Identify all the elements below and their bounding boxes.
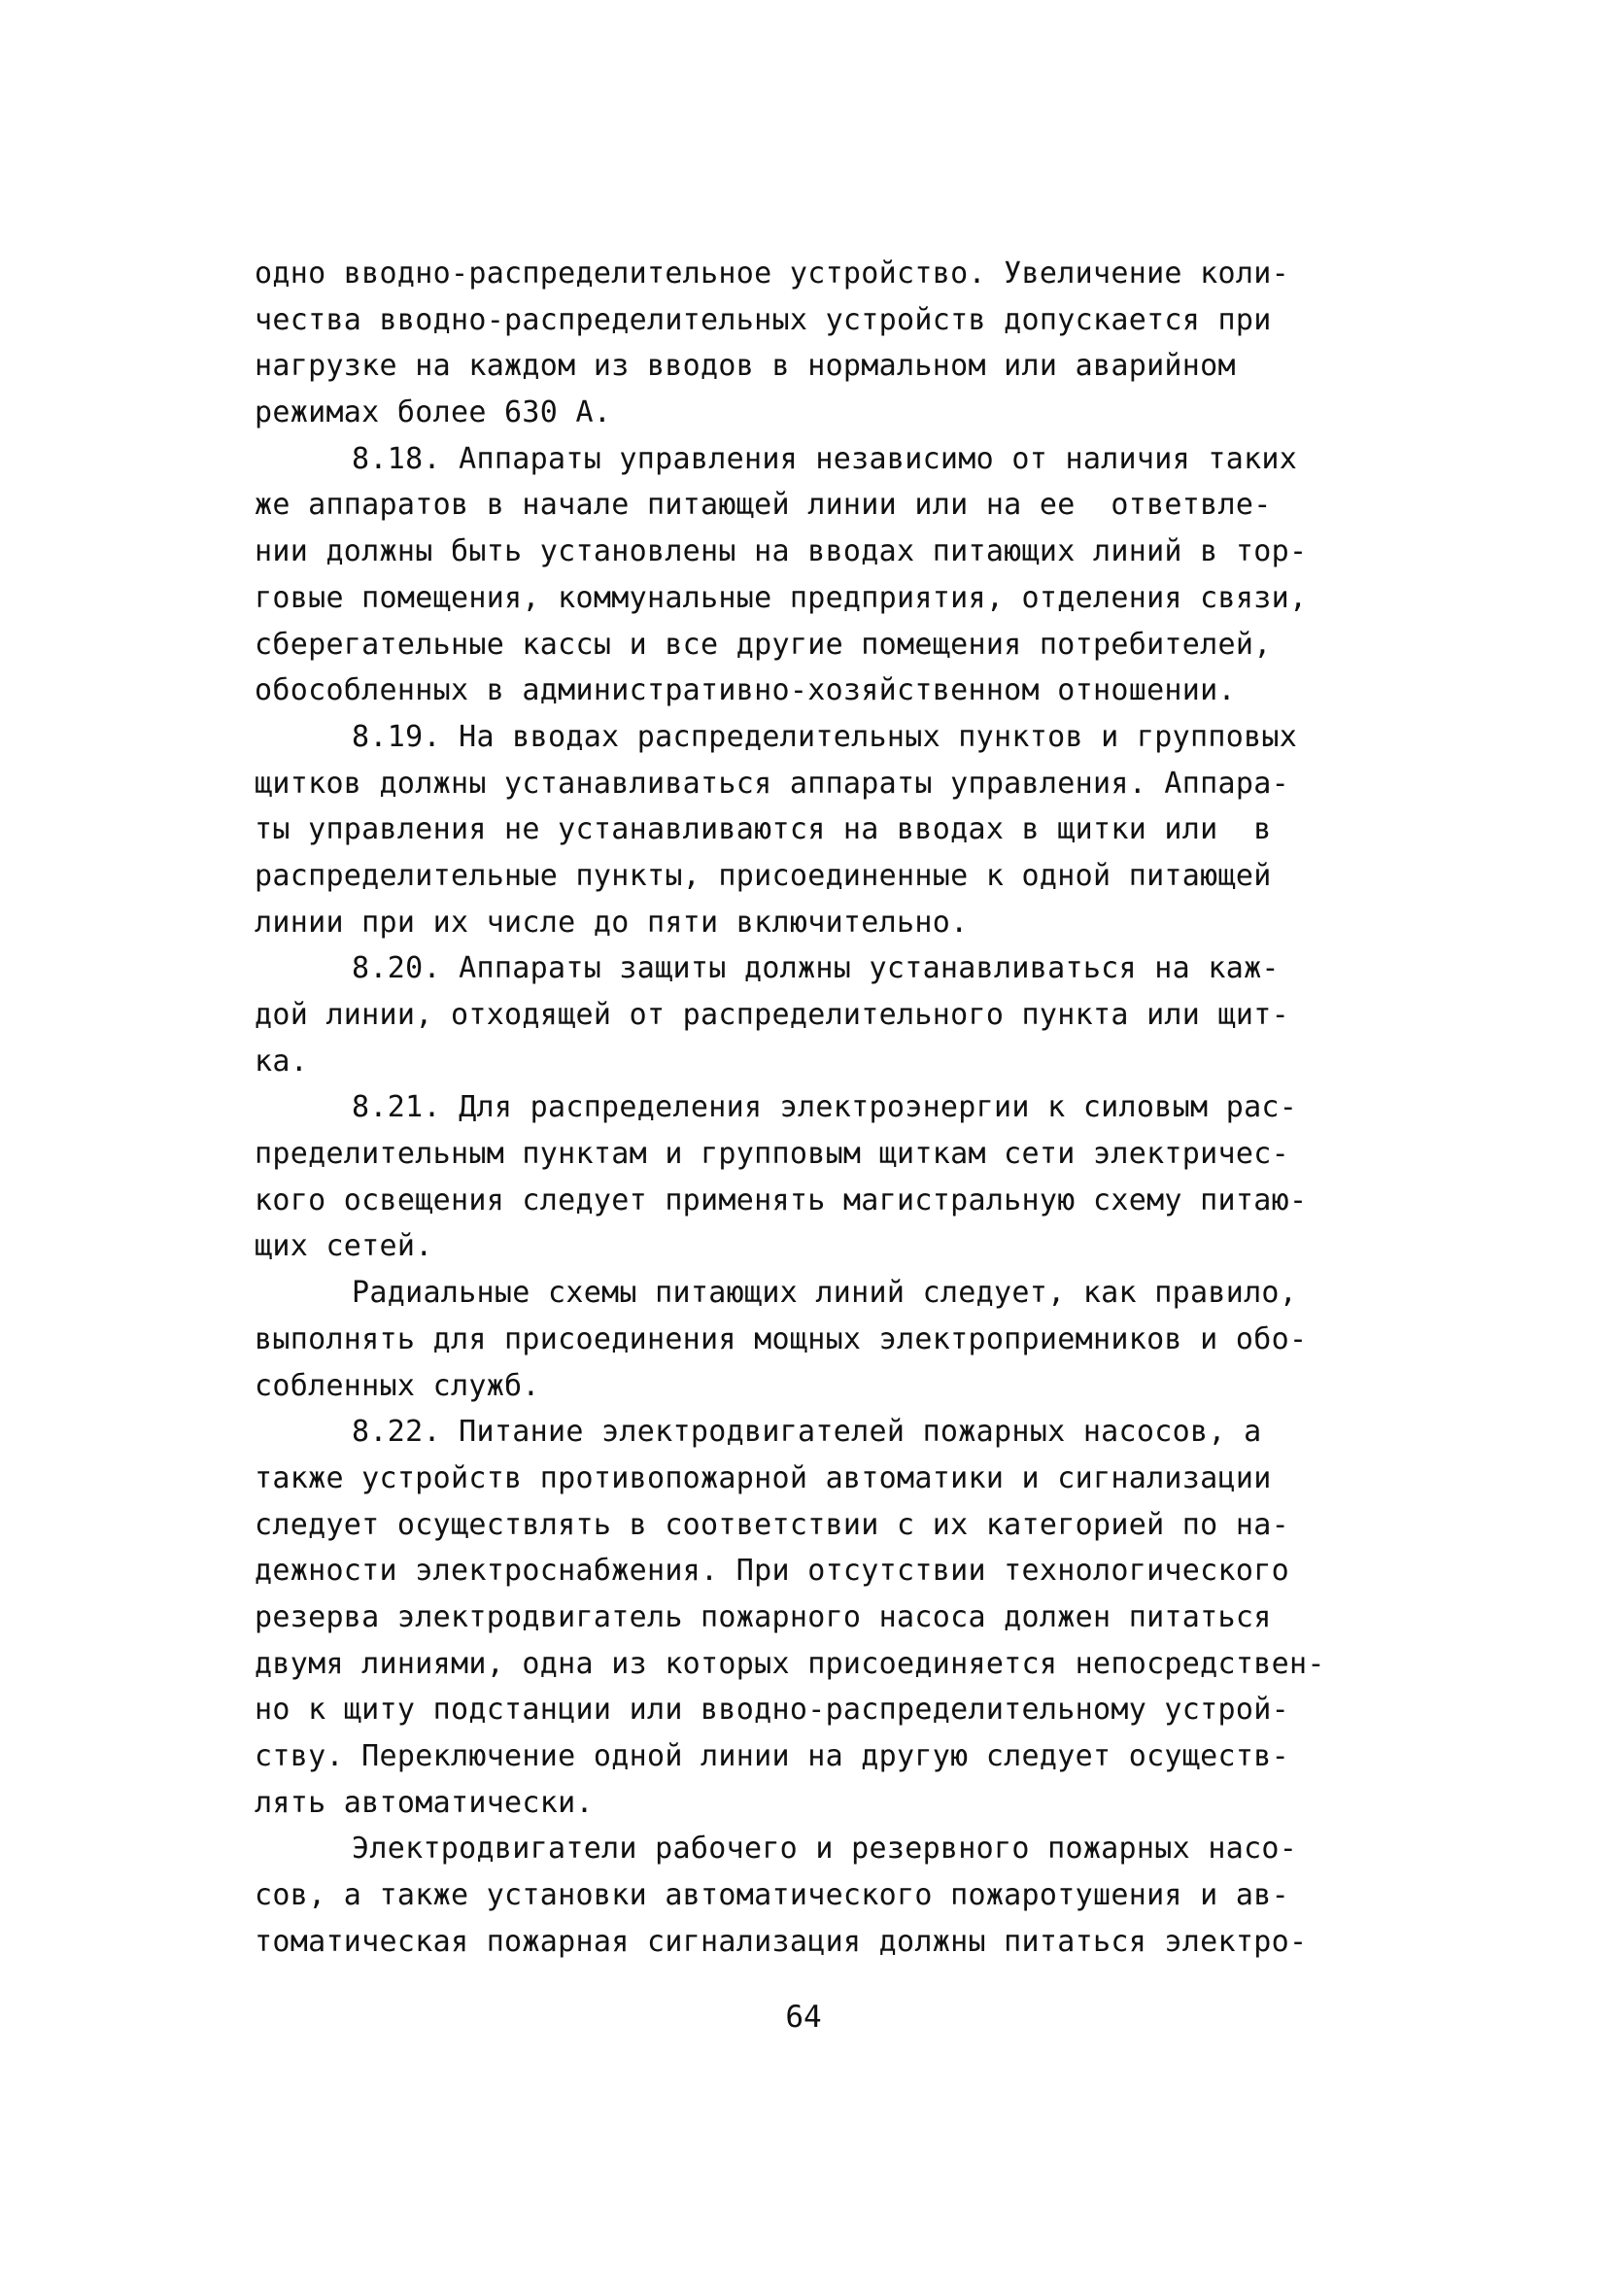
text-line: чества вводно-распределительных устройств допускается при (255, 302, 1272, 337)
text-line: щих сетей. (255, 1229, 433, 1264)
text-line: двумя линиями, одна из которых присоединяется непосредствен- (255, 1646, 1325, 1681)
text-line: 8.18. Аппараты управления независимо от наличия таких (352, 441, 1298, 476)
text-line: кого освещения следует применять магистральную схему питаю- (255, 1182, 1308, 1217)
text-line: ты управления не устанавливаются на вводах в щитки или в (255, 812, 1272, 847)
text-line: щитков должны устанавливаться аппараты управления. Аппара- (255, 766, 1289, 801)
text-line: 8.20. Аппараты защиты должны устанавливаться на каж- (352, 951, 1280, 986)
text-line: томатическая пожарная сигнализация должны питаться электро- (255, 1924, 1308, 1959)
text-line: режимах более 630 А. (255, 395, 612, 430)
text-line: также устройств противопожарной автоматики и сигнализации (255, 1460, 1272, 1495)
text-line: сберегательные кассы и все другие помещения потребителей, (255, 627, 1272, 662)
text-line: нагрузке на каждом из вводов в нормальном или аварийном (255, 349, 1236, 384)
text-line: ству. Переключение одной линии на другую следует осуществ- (255, 1739, 1289, 1773)
text-line: пределительным пунктам и групповым щиткам сети электричес- (255, 1137, 1289, 1172)
text-line: Электродвигатели рабочего и резервного пожарных насо- (352, 1832, 1298, 1867)
text-line: 8.22. Питание электродвигателей пожарных насосов, а (352, 1415, 1262, 1450)
text-line: выполнять для присоединения мощных электроприемников и обо- (255, 1321, 1308, 1356)
text-line: распределительные пункты, присоединенные к одной питающей (255, 858, 1272, 893)
text-line: собленных служб. (255, 1368, 540, 1403)
text-line: одно вводно-распределительное устройство. Увеличение коли- (255, 257, 1289, 291)
text-line: ка. (255, 1044, 309, 1079)
text-line: но к щиту подстанции или вводно-распределительному устрой- (255, 1693, 1289, 1728)
text-line: нии должны быть установлены на вводах питающих линий в тор- (255, 534, 1308, 569)
text-line: же аппаратов в начале питающей линии или на ее ответвле- (255, 488, 1272, 523)
text-line: дой линии, отходящей от распределительного пункта или щит- (255, 998, 1289, 1032)
text-line: следует осуществлять в соответствии с их категорией по на- (255, 1507, 1289, 1542)
text-line: говые помещения, коммунальные предприятия, отделения связи, (255, 580, 1308, 615)
text-line: лять автоматически. (255, 1785, 594, 1820)
page-number: 64 (785, 2000, 822, 2035)
text-line: резерва электродвигатель пожарного насоса должен питаться (255, 1599, 1272, 1634)
text-line: дежности электроснабжения. При отсутствии технологического (255, 1554, 1289, 1589)
text-line: обособленных в административно-хозяйственном отношении. (255, 673, 1236, 708)
text-line: Радиальные схемы питающих линий следует, как правило, (352, 1276, 1298, 1311)
text-line: 8.19. На вводах распределительных пунктов и групповых (352, 719, 1298, 754)
text-line: 8.21. Для распределения электроэнергии к силовым рас- (352, 1090, 1298, 1125)
text-line: сов, а также установки автоматического пожаротушения и ав- (255, 1878, 1289, 1913)
text-line: линии при их числе до пяти включительно. (255, 905, 969, 940)
body-text (255, 251, 1352, 1965)
